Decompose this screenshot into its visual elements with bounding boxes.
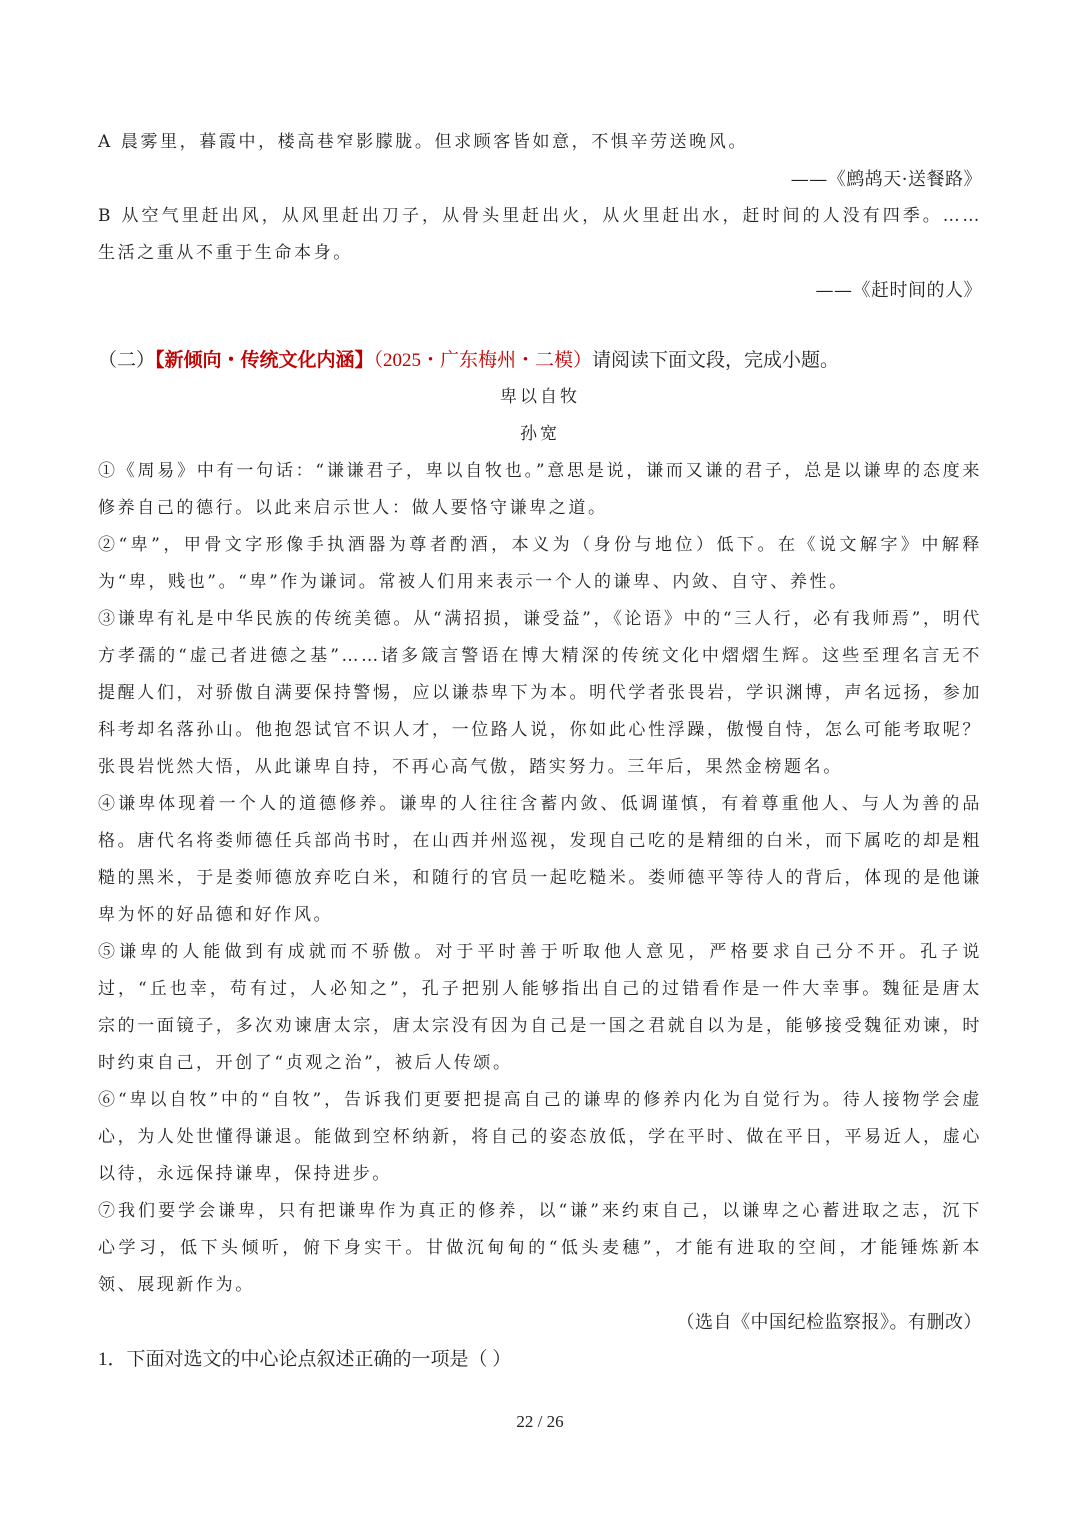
poem-a-source: ——《鹧鸪天·送餐路》: [790, 169, 982, 190]
section-origin: （2025・广东梅州・二模）: [373, 350, 593, 371]
paragraph-4: ④谦卑体现着一个人的道德修养。谦卑的人往往含蓄内敛、低调谨慎，有着尊重他人、与人为善的品格。唐代名将娄师德任兵部尚书时，在山西并州巡视，发现自己吃的是精细的白米，而下属吃的却是粗糙的黑米，于是娄师德放弃吃白米，和随行的官员一起吃糙米。娄师德平等待人的背后，体现的是他谦卑为怀的好品德和好作风。: [98, 794, 982, 925]
article-author: 孙宽: [520, 424, 560, 444]
section-number: （二）: [98, 350, 156, 371]
page-number: 22 / 26: [516, 1412, 564, 1431]
paragraph-5: ⑤谦卑的人能做到有成就而不骄傲。对于平时善于听取他人意见，严格要求自己分不开。孔子说过，“丘也幸，苟有过，人必知之”，孔子把别人能够指出自己的过错看作是一件大幸事。魏征是唐太宗的一面镜子，多次劝谏唐太宗，唐太宗没有因为自己是一国之君就自以为是，能够接受魏征劝谏，时时约束自己，开创了“贞观之治”，被后人传颂。: [98, 942, 982, 1073]
question-1: 1．下面对选文的中心论点叙述正确的一项是（ ）: [98, 1349, 512, 1370]
section-tag: 【新倾向・传统文化内涵】: [155, 350, 374, 371]
article-title: 卑以自牧: [500, 387, 580, 407]
section-header: [98, 342, 982, 379]
poem-b-text: B 从空气里赶出风，从风里赶出刀子，从骨头里赶出火，从火里赶出水，赶时间的人没有四季。……生活之重从不重于生命本身。: [98, 206, 982, 263]
section-origin-wrap: [374, 350, 593, 371]
poem-a-text: A 晨雾里，暮霞中，楼高巷窄影朦胧。但求顾客皆如意，不惧辛劳送晚风。: [98, 132, 749, 152]
section-instruction: 请阅读下面文段，完成小题。: [592, 350, 840, 371]
paragraph-2: ②“卑”，甲骨文字形像手执酒器为尊者酌酒，本义为（身份与地位）低下。在《说文解字》中解释为“卑，贱也”。“卑”作为谦词。常被人们用来表示一个人的谦卑、内敛、自守、养性。: [98, 535, 982, 592]
poem-b-source: ——《赶时间的人》: [815, 280, 982, 301]
page-content: [98, 124, 982, 1378]
paragraph-7: ⑦我们要学会谦卑，只有把谦卑作为真正的修养，以“谦”来约束自己，以谦卑之心蓄进取之志，沉下心学习，低下头倾听，俯下身实干。甘做沉甸甸的“低头麦穗”，才能有进取的空间，才能锤炼新本领、展现新作为。: [98, 1201, 982, 1295]
paragraph-1: ①《周易》中有一句话：“谦谦君子，卑以自牧也。”意思是说，谦而又谦的君子，总是以谦卑的态度来修养自己的德行。以此来启示世人：做人要恪守谦卑之道。: [98, 461, 982, 518]
article-source: （选自《中国纪检监察报》。有删改）: [676, 1312, 982, 1333]
paragraph-6: ⑥“卑以自牧”中的“自牧”，告诉我们更要把提高自己的谦卑的修养内化为自觉行为。待人接物学会虚心，为人处世懂得谦退。能做到空杯纳新，将自己的姿态放低，学在平时、做在平日，平易近人，虚心以待，永远保持谦卑，保持进步。: [98, 1090, 982, 1184]
paragraph-3: ③谦卑有礼是中华民族的传统美德。从“满招损，谦受益”，《论语》中的“三人行，必有我师焉”，明代方孝孺的“虚己者进德之基”……诸多箴言警语在博大精深的传统文化中熠熠生辉。这些至理名言无不提醒人们，对骄傲自满要保持警惕，应以谦恭卑下为本。明代学者张畏岩，学识渊博，声名远扬，参加科考却名落孙山。他抱怨试官不识人才，一位路人说，你如此心性浮躁，傲慢自恃，怎么可能考取呢？张畏岩恍然大悟，从此谦卑自持，不再心高气傲，踏实努力。三年后，果然金榜题名。: [98, 609, 982, 777]
